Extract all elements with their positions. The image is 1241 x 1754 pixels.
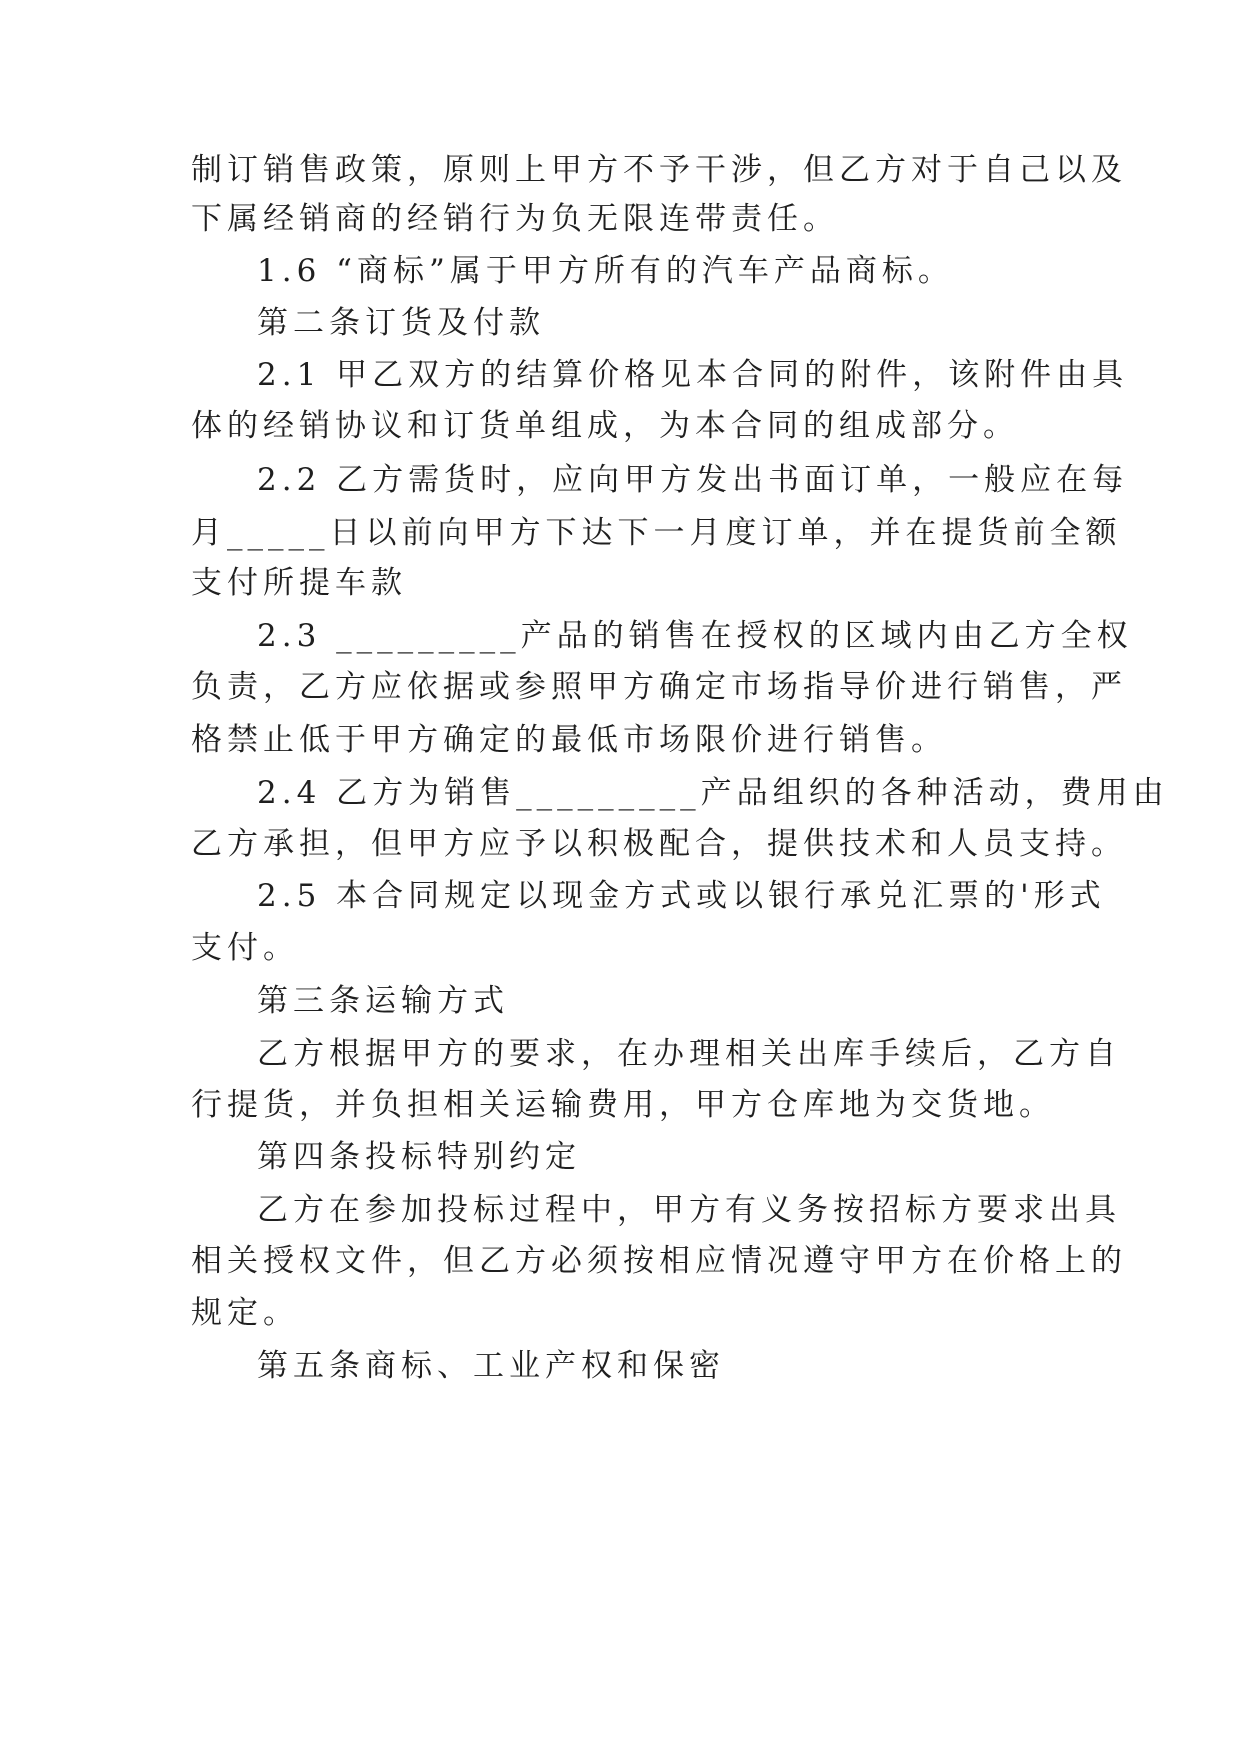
section-heading: 第三条运输方式: [257, 983, 509, 1019]
text-line: 2.1 甲乙双方的结算价格见本合同的附件，该附件由具: [257, 357, 1129, 393]
text-line: 乙方在参加投标过程中，甲方有义务按招标方要求出具: [257, 1192, 1121, 1228]
text-line: 负责，乙方应依据或参照甲方确定市场指导价进行销售，严: [191, 669, 1127, 705]
text-line: 月_____日以前向甲方下达下一月度订单，并在提货前全额: [191, 515, 1122, 551]
section-heading: 第二条订货及付款: [257, 305, 545, 341]
section-heading: 第五条商标、工业产权和保密: [257, 1348, 725, 1384]
text-line: 体的经销协议和订货单组成，为本合同的组成部分。: [191, 408, 1019, 444]
text-line: 下属经销商的经销行为负无限连带责任。: [191, 201, 839, 237]
text-line: 支付。: [191, 930, 299, 966]
text-line: 乙方根据甲方的要求，在办理相关出库手续后，乙方自: [257, 1036, 1121, 1072]
text-line: 2.3 _________产品的销售在授权的区域内由乙方全权: [257, 618, 1133, 654]
text-line: 规定。: [191, 1295, 299, 1331]
text-line: 1.6 “商标”属于甲方所有的汽车产品商标。: [257, 253, 954, 289]
text-line: 2.4 乙方为销售_________产品组织的各种活动，费用由: [257, 775, 1169, 811]
text-line: 2.5 本合同规定以现金方式或以银行承兑汇票的'形式: [257, 878, 1106, 914]
text-line: 格禁止低于甲方确定的最低市场限价进行销售。: [191, 722, 947, 758]
text-line: 支付所提车款: [191, 565, 407, 601]
text-line: 行提货，并负担相关运输费用，甲方仓库地为交货地。: [191, 1087, 1055, 1123]
text-line: 2.2 乙方需货时，应向甲方发出书面订单，一般应在每: [257, 462, 1129, 498]
text-line: 乙方承担，但甲方应予以积极配合，提供技术和人员支持。: [191, 826, 1127, 862]
text-line: 相关授权文件，但乙方必须按相应情况遵守甲方在价格上的: [191, 1243, 1127, 1279]
text-line: 制订销售政策，原则上甲方不予干涉，但乙方对于自己以及: [191, 152, 1127, 188]
section-heading: 第四条投标特别约定: [257, 1139, 581, 1175]
